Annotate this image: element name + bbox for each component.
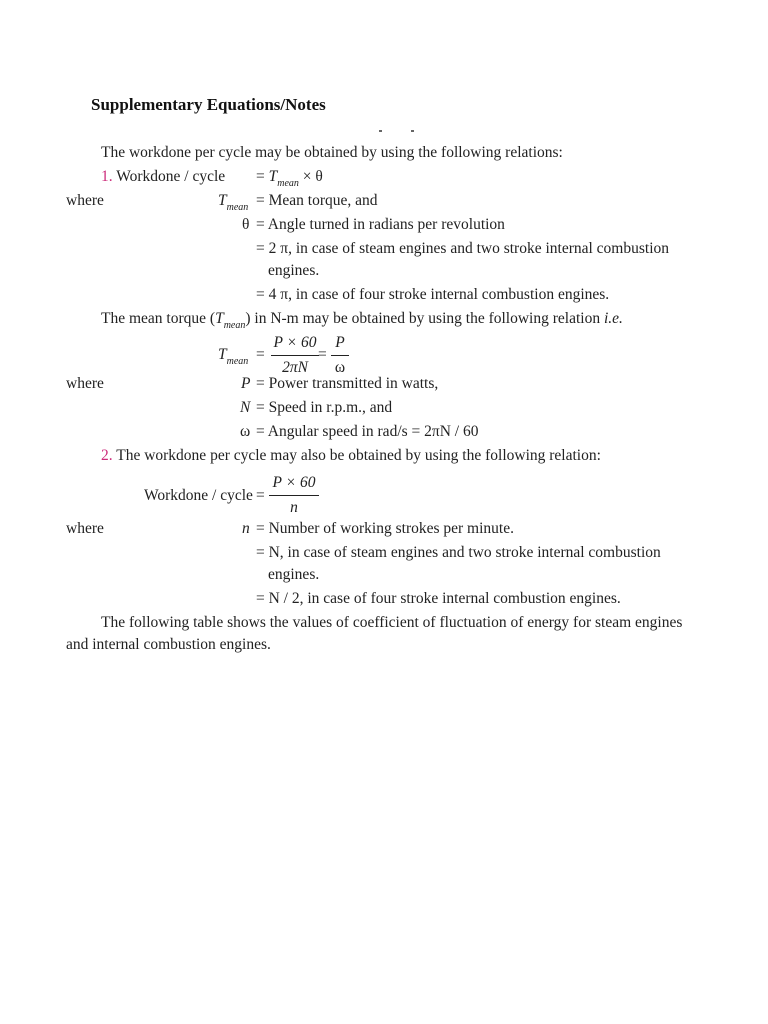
fraction-denominator: 2πN <box>282 359 308 376</box>
equals-sign: = <box>318 346 327 363</box>
relation-2-number: 2. <box>101 447 113 464</box>
where-label: where <box>66 192 104 209</box>
relation-1-formula <box>256 168 323 189</box>
n-equals-N-line-2: engines. <box>268 566 320 583</box>
two-pi-line-1: = 2 π, in case of steam engines and two stroke internal combustion <box>256 240 670 257</box>
fraction-p60-over-2pin <box>271 334 319 377</box>
relation-1-line <box>101 168 225 186</box>
tmean-description: = Mean torque, and <box>256 192 378 209</box>
theta-symbol: θ <box>242 216 250 233</box>
n-upper-symbol: N <box>240 399 251 416</box>
equals-sign: = <box>256 168 265 185</box>
mean-torque-sentence <box>101 310 623 331</box>
where-label: where <box>66 520 104 537</box>
mean-subscript: mean <box>226 356 249 367</box>
relation-1-number: 1. <box>101 168 113 185</box>
fraction-p-over-omega <box>331 334 349 377</box>
relation-2-label: Workdone / cycle <box>144 487 253 504</box>
closing-line-2: and internal combustion engines. <box>66 636 271 653</box>
where-label: where <box>66 375 104 392</box>
mean-subscript: mean <box>223 320 246 331</box>
p-description: = Power transmitted in watts, <box>256 375 439 392</box>
stray-mark <box>411 130 414 132</box>
t-symbol: T <box>215 310 224 327</box>
mean-torque-text-a: The mean torque ( <box>101 310 216 327</box>
relation-1-label: Workdone / cycle <box>116 168 226 185</box>
fraction-numerator: P × 60 <box>273 334 317 351</box>
fraction-denominator: n <box>290 499 298 516</box>
equals-sign: = <box>256 346 265 363</box>
omega-description: = Angular speed in rad/s = 2πN / 60 <box>256 423 479 440</box>
omega-symbol: ω <box>240 423 251 440</box>
closing-line-1: The following table shows the values of coefficient of fluctuation of energy for steam engines <box>101 614 683 631</box>
times-theta: × θ <box>302 168 323 185</box>
page-title: Supplementary Equations/Notes <box>91 95 326 114</box>
n-equals-N-half-line: = N / 2, in case of four stroke internal combustion engines. <box>256 590 621 607</box>
t-symbol: T <box>218 192 227 209</box>
mean-subscript: mean <box>277 178 299 189</box>
fraction-denominator: ω <box>334 359 346 376</box>
ie-text: i.e. <box>603 310 623 327</box>
relation-2-line <box>101 447 601 465</box>
intro-text: The workdone per cycle may be obtained by using the following relations: <box>101 144 563 161</box>
mean-subscript: mean <box>226 202 249 213</box>
two-pi-line-2: engines. <box>268 262 320 279</box>
t-symbol: T <box>218 346 227 363</box>
theta-description: = Angle turned in radians per revolution <box>256 216 505 233</box>
fraction-p60-over-n <box>269 474 319 517</box>
stray-mark <box>379 130 382 132</box>
relation-2-text: The workdone per cycle may also be obtained by using the following relation: <box>116 447 601 464</box>
fraction-numerator: P × 60 <box>272 474 316 491</box>
p-symbol: P <box>241 375 251 392</box>
n-upper-description: = Speed in r.p.m., and <box>256 399 393 416</box>
tmean-equation-lhs <box>218 346 249 367</box>
fraction-numerator: P <box>335 334 345 351</box>
n-lower-description: = Number of working strokes per minute. <box>256 520 514 537</box>
n-equals-N-line-1: = N, in case of steam engines and two stroke internal combustion <box>256 544 661 561</box>
equals-sign: = <box>256 487 265 504</box>
mean-torque-text-b: ) in N-m may be obtained by using the following relation <box>245 310 604 327</box>
four-pi-line: = 4 π, in case of four stroke internal combustion engines. <box>256 286 610 303</box>
tmean-symbol <box>218 192 249 213</box>
n-lower-symbol: n <box>242 520 250 537</box>
t-symbol: T <box>268 168 278 185</box>
